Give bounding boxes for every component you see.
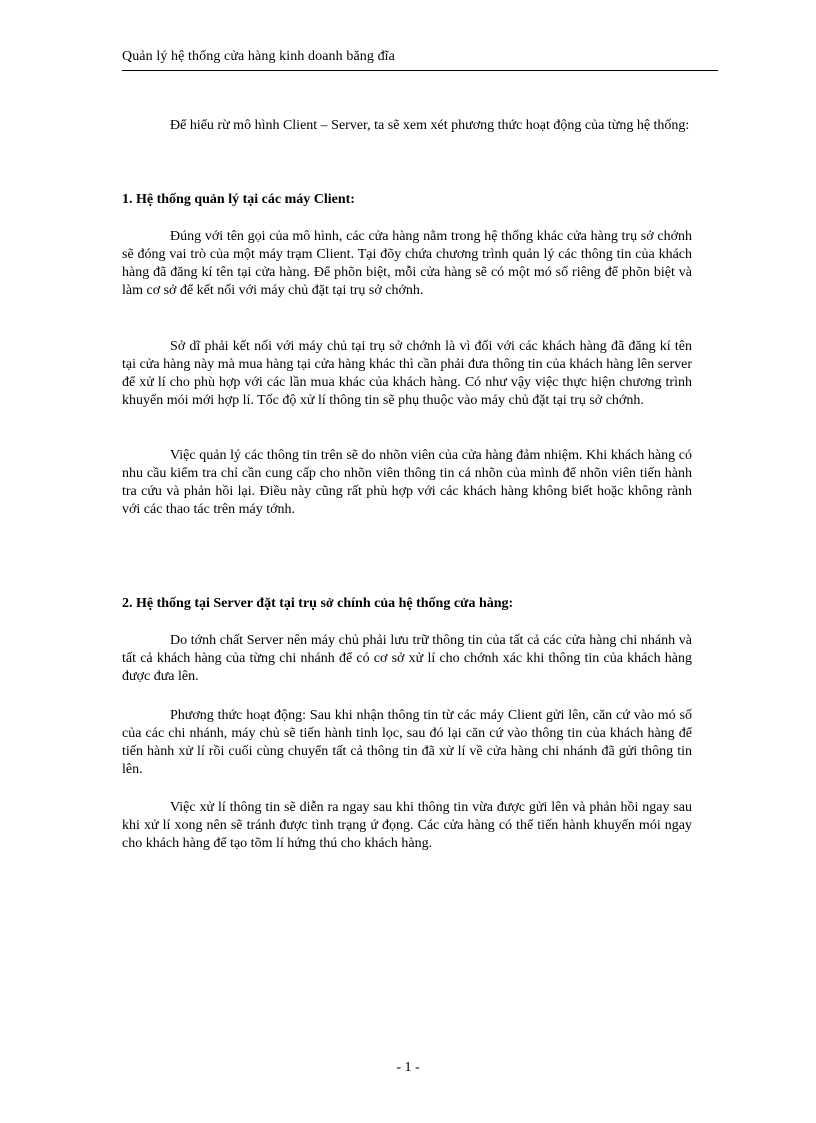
intro-paragraph: Để hiểu rừ mô hình Client – Server, ta sẽ xem xét phương thức hoạt động của từng hệ thống:: [170, 118, 690, 133]
section-2-paragraph-1: Do tớnh chất Server nên máy chủ phải lưu trữ thông tin của tất cả các cửa hàng chi nhánh và tất cả khách hàng của từng chi nhánh để có cơ sở xử lí cho chớnh xác khi thông tin của khách hàng được đưa lên.: [122, 633, 692, 684]
running-header: Quản lý hệ thống cửa hàng kinh doanh băng đĩa: [122, 49, 395, 64]
header-divider: [122, 70, 718, 71]
section-2-paragraph-3: Việc xử lí thông tin sẽ diễn ra ngay sau khi thông tin vừa được gửi lên và phản hồi ngay sau khi xử lí xong nên sẽ tránh được tình trạng ứ đọng. Các cửa hàng có thể tiến hành khuyến mói ngay cho khách hàng để tạo tõm lí hứng thú cho khách hàng.: [122, 800, 692, 851]
section-1-paragraph-3: Việc quản lý các thông tin trên sẽ do nhõn viên của cửa hàng đảm nhiệm. Khi khách hàng có nhu cầu kiểm tra chỉ cần cung cấp cho nhõn viên thông tin cá nhõn của mình để nhõn viên tiến hành tra cứu và phản hồi lại. Điều này cũng rất phù hợp với các khách hàng không biết hoặc không rành với các thao tác trên máy tớnh.: [122, 448, 692, 517]
page-number: - 1 -: [396, 1060, 420, 1075]
section-2-heading: 2. Hệ thống tại Server đặt tại trụ sở chính của hệ thống cửa hàng:: [122, 596, 514, 611]
section-1-paragraph-1: Đúng với tên gọi của mô hình, các cửa hàng nằm trong hệ thống khác cửa hàng trụ sở chớnh sẽ đóng vai trò của một máy trạm Client. Tại đõy chứa chương trình quản lý các thông tin của khách hàng đã đăng kí tên tại cửa hàng. Để phõn biệt, mỗi cửa hàng sẽ có một mó số riêng để phõn biệt và làm cơ sở để kết nối với máy chủ đặt tại trụ sở chớnh.: [122, 229, 692, 298]
section-2-paragraph-2: Phương thức hoạt động: Sau khi nhận thông tin từ các máy Client gửi lên, căn cứ vào mó số của các chi nhánh, máy chủ sẽ tiến hành tinh lọc, sau đó lại căn cứ vào thông tin của khách hàng để tiến hành xử lí rồi cuối cùng chuyển tất cả thông tin đã xử lí về cửa hàng chi nhánh đã gửi thông tin lên.: [122, 708, 692, 777]
section-1-heading: 1. Hệ thống quản lý tại các máy Client:: [122, 192, 355, 207]
section-1-paragraph-2: Sở dĩ phải kết nối với máy chủ tại trụ sở chớnh là vì đối với các khách hàng đã đăng kí tên tại cửa hàng này mà mua hàng tại cửa hàng khác thì cần phải đưa thông tin của khách hàng lên server để xử lí cho phù hợp với các lần mua khác của khách hàng. Có như vậy việc thực hiện chương trình khuyến mói mới hợp lí. Tốc độ xử lí thông tin sẽ phụ thuộc vào máy chủ đặt tại trụ sở chớnh.: [122, 339, 692, 408]
